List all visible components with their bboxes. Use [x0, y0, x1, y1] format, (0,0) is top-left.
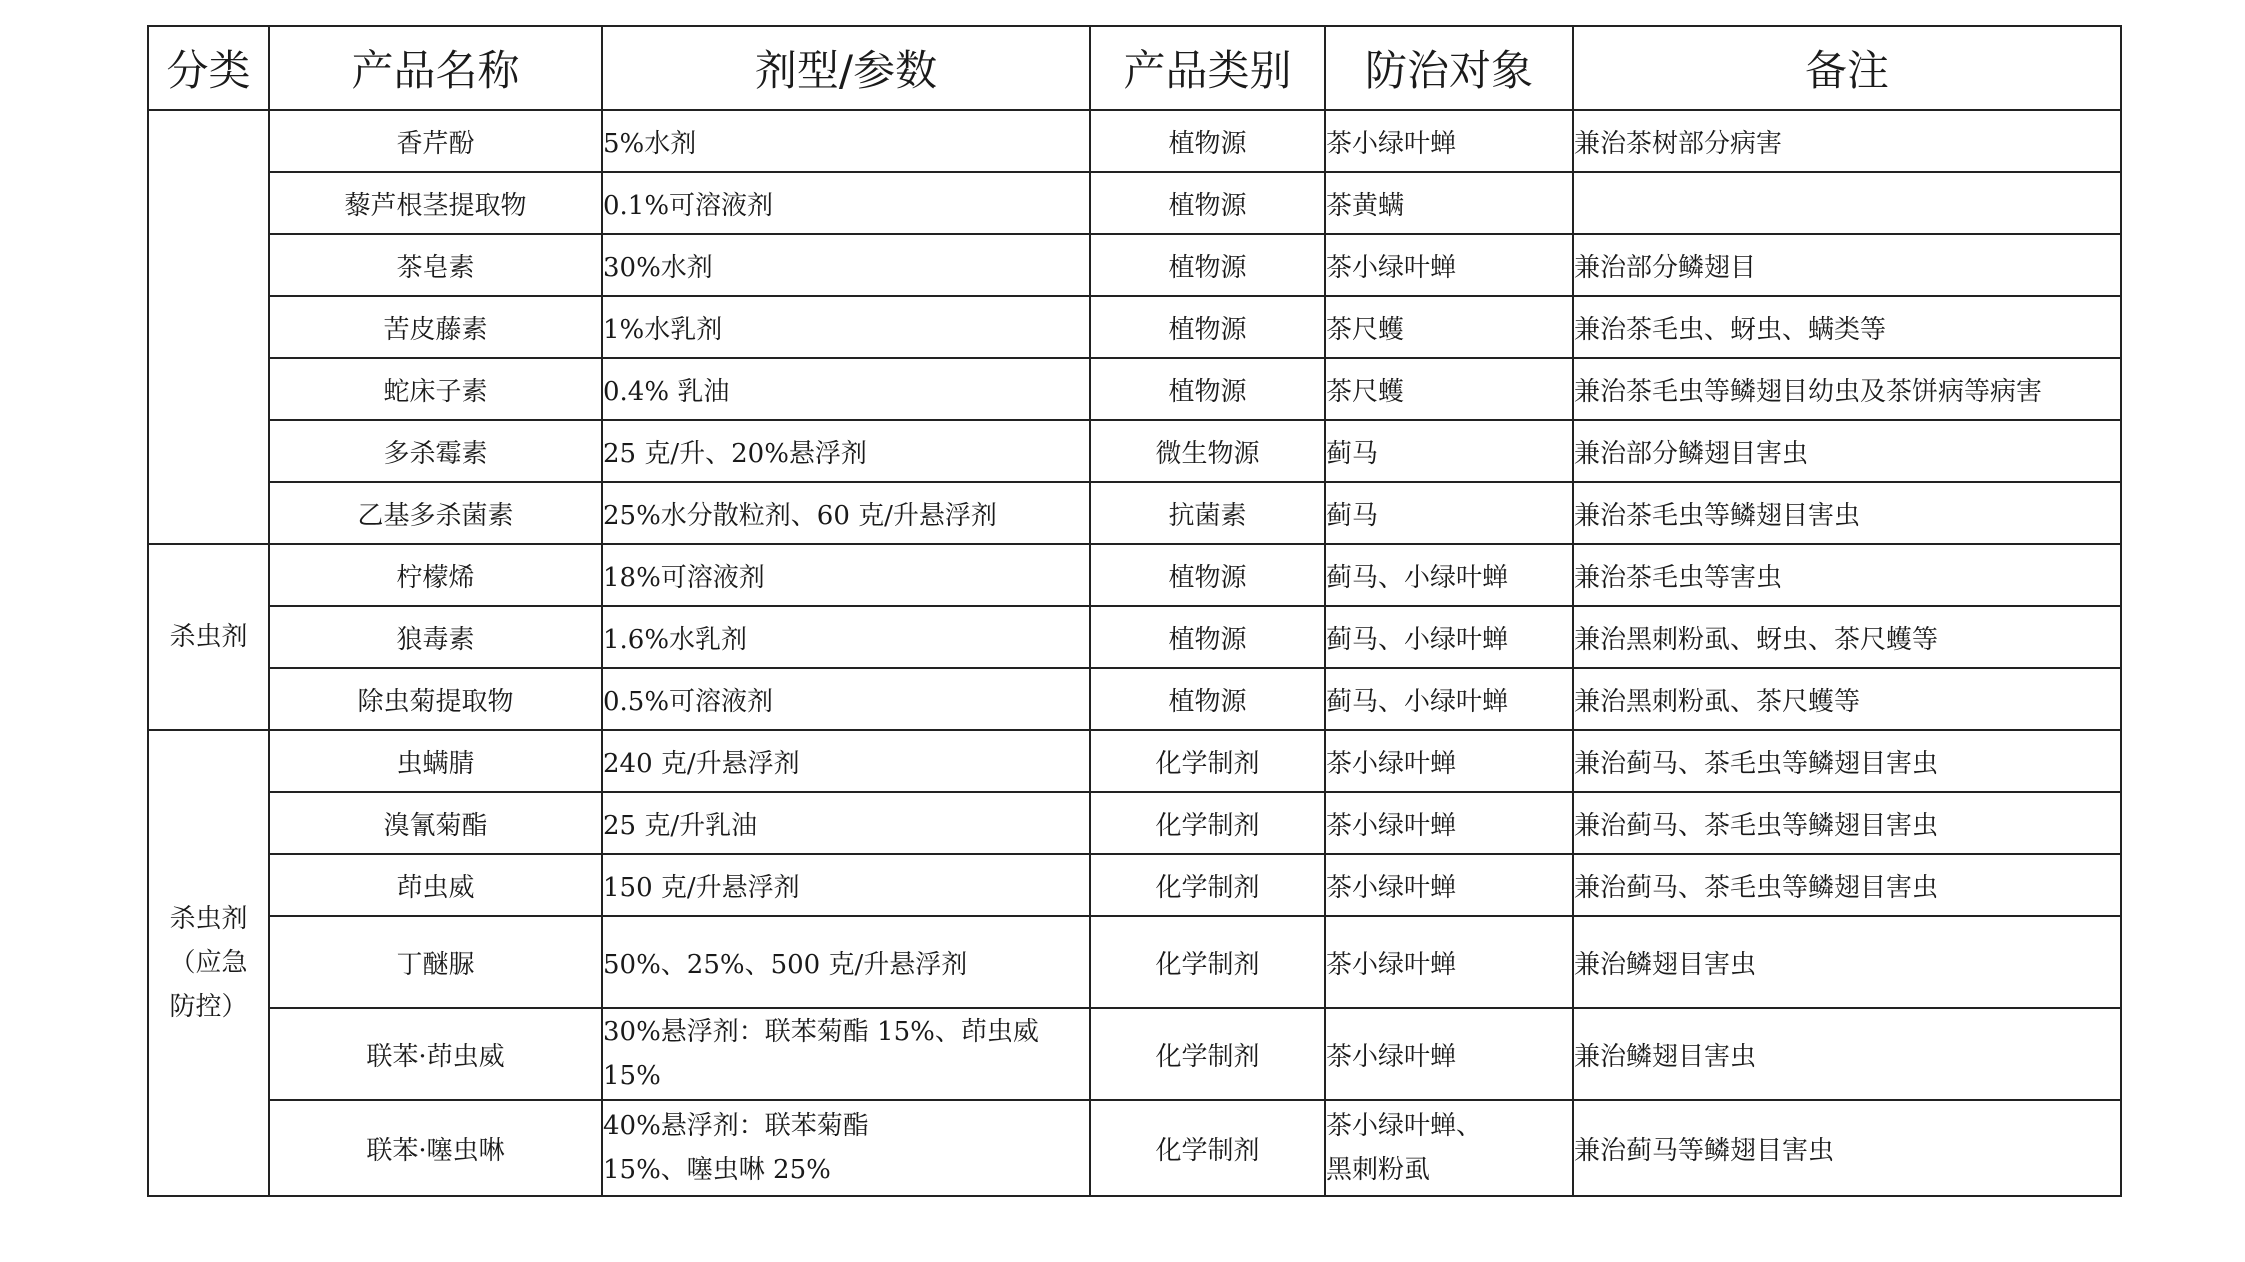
product-name: 柠檬烯 [269, 544, 602, 606]
product-name: 虫螨腈 [269, 730, 602, 792]
target-pest: 茶小绿叶蝉 [1325, 792, 1573, 854]
header-product-name: 产品名称 [269, 26, 602, 110]
target-pest: 茶黄螨 [1325, 172, 1573, 234]
remark: 兼治茶毛虫等鳞翅目幼虫及茶饼病等病害 [1573, 358, 2121, 420]
target-pest: 蓟马、小绿叶蝉 [1325, 606, 1573, 668]
category-cell-2 [148, 544, 269, 730]
target-pest: 茶小绿叶蝉 [1325, 730, 1573, 792]
product-name: 乙基多杀菌素 [269, 482, 602, 544]
formulation: 25 克/升、20%悬浮剂 [602, 420, 1090, 482]
category-cell-1 [148, 110, 269, 544]
target-pest: 蓟马 [1325, 482, 1573, 544]
table-row [148, 172, 2121, 234]
product-type: 化学制剂 [1090, 730, 1325, 792]
table-row [148, 296, 2121, 358]
table-row [148, 606, 2121, 668]
product-name: 丁醚脲 [269, 916, 602, 1008]
product-type: 化学制剂 [1090, 1008, 1325, 1100]
target-pest-line: 黑刺粉虱 [1326, 1155, 1431, 1185]
pesticide-table [147, 25, 2122, 1197]
product-type: 抗菌素 [1090, 482, 1325, 544]
product-type: 化学制剂 [1090, 854, 1325, 916]
target-pest: 茶小绿叶蝉 [1325, 916, 1573, 1008]
product-name: 联苯·茚虫威 [269, 1008, 602, 1100]
remark: 兼治黑刺粉虱、茶尺蠖等 [1573, 668, 2121, 730]
product-type: 植物源 [1090, 668, 1325, 730]
product-name: 联苯·噻虫啉 [269, 1100, 602, 1196]
product-type: 微生物源 [1090, 420, 1325, 482]
category-cell-3 [148, 730, 269, 1196]
target-pest: 茶尺蠖 [1325, 296, 1573, 358]
header-formulation: 剂型/参数 [602, 26, 1090, 110]
product-name: 藜芦根茎提取物 [269, 172, 602, 234]
formulation [602, 1008, 1090, 1100]
formulation: 1.6%水乳剂 [602, 606, 1090, 668]
formulation: 25%水分散粒剂、60 克/升悬浮剂 [602, 482, 1090, 544]
category-label-line: 防控） [169, 992, 248, 1022]
product-type: 植物源 [1090, 544, 1325, 606]
table-row [148, 792, 2121, 854]
product-type: 植物源 [1090, 234, 1325, 296]
header-product-type: 产品类别 [1090, 26, 1325, 110]
target-pest: 茶尺蠖 [1325, 358, 1573, 420]
remark: 兼治蓟马、茶毛虫等鳞翅目害虫 [1573, 854, 2121, 916]
table-row [148, 234, 2121, 296]
remark: 兼治蓟马、茶毛虫等鳞翅目害虫 [1573, 730, 2121, 792]
target-pest: 茶小绿叶蝉 [1325, 234, 1573, 296]
product-name: 除虫菊提取物 [269, 668, 602, 730]
product-name: 多杀霉素 [269, 420, 602, 482]
formulation: 18%可溶液剂 [602, 544, 1090, 606]
product-name: 香芹酚 [269, 110, 602, 172]
remark: 兼治茶树部分病害 [1573, 110, 2121, 172]
remark: 兼治蓟马等鳞翅目害虫 [1573, 1100, 2121, 1196]
product-name: 狼毒素 [269, 606, 602, 668]
formulation: 50%、25%、500 克/升悬浮剂 [602, 916, 1090, 1008]
category-label: 杀虫剂 [169, 622, 248, 652]
table-row [148, 482, 2121, 544]
remark [1573, 172, 2121, 234]
formulation-line: 15%、噻虫啉 25% [603, 1155, 831, 1185]
formulation-line: 40%悬浮剂：联苯菊酯 [603, 1111, 869, 1141]
target-pest-line: 茶小绿叶蝉、 [1326, 1111, 1483, 1141]
formulation: 25 克/升乳油 [602, 792, 1090, 854]
remark: 兼治茶毛虫等鳞翅目害虫 [1573, 482, 2121, 544]
remark: 兼治鳞翅目害虫 [1573, 1008, 2121, 1100]
target-pest: 蓟马、小绿叶蝉 [1325, 544, 1573, 606]
product-name: 苦皮藤素 [269, 296, 602, 358]
formulation [602, 1100, 1090, 1196]
table-row [148, 1008, 2121, 1100]
table-row [148, 854, 2121, 916]
table-row [148, 1100, 2121, 1196]
header-target-pest: 防治对象 [1325, 26, 1573, 110]
target-pest: 蓟马、小绿叶蝉 [1325, 668, 1573, 730]
target-pest: 茶小绿叶蝉 [1325, 854, 1573, 916]
product-type: 植物源 [1090, 358, 1325, 420]
formulation: 0.5%可溶液剂 [602, 668, 1090, 730]
formulation: 0.1%可溶液剂 [602, 172, 1090, 234]
product-name: 蛇床子素 [269, 358, 602, 420]
remark: 兼治部分鳞翅目害虫 [1573, 420, 2121, 482]
remark: 兼治部分鳞翅目 [1573, 234, 2121, 296]
formulation: 30%水剂 [602, 234, 1090, 296]
header-remarks: 备注 [1573, 26, 2121, 110]
remark: 兼治茶毛虫等害虫 [1573, 544, 2121, 606]
product-type: 植物源 [1090, 296, 1325, 358]
table-row [148, 110, 2121, 172]
product-type: 化学制剂 [1090, 1100, 1325, 1196]
header-row [148, 26, 2121, 110]
table-row [148, 358, 2121, 420]
formulation-line: 30%悬浮剂：联苯菊酯 15%、茚虫威 [603, 1017, 1039, 1047]
product-type: 植物源 [1090, 110, 1325, 172]
table-row [148, 420, 2121, 482]
product-name: 溴氰菊酯 [269, 792, 602, 854]
target-pest [1325, 1100, 1573, 1196]
formulation: 240 克/升悬浮剂 [602, 730, 1090, 792]
product-type: 化学制剂 [1090, 916, 1325, 1008]
product-type: 化学制剂 [1090, 792, 1325, 854]
formulation: 0.4% 乳油 [602, 358, 1090, 420]
table-row [148, 730, 2121, 792]
formulation: 5%水剂 [602, 110, 1090, 172]
product-name: 茶皂素 [269, 234, 602, 296]
target-pest: 茶小绿叶蝉 [1325, 1008, 1573, 1100]
category-label-line: 杀虫剂 [169, 904, 248, 934]
product-type: 植物源 [1090, 606, 1325, 668]
product-type: 植物源 [1090, 172, 1325, 234]
product-name: 茚虫威 [269, 854, 602, 916]
remark: 兼治茶毛虫、蚜虫、螨类等 [1573, 296, 2121, 358]
formulation: 1%水乳剂 [602, 296, 1090, 358]
table-row [148, 668, 2121, 730]
remark: 兼治鳞翅目害虫 [1573, 916, 2121, 1008]
remark: 兼治蓟马、茶毛虫等鳞翅目害虫 [1573, 792, 2121, 854]
table-row [148, 544, 2121, 606]
formulation: 150 克/升悬浮剂 [602, 854, 1090, 916]
table-row [148, 916, 2121, 1008]
category-label-line: （应急 [169, 948, 248, 978]
header-category: 分类 [148, 26, 269, 110]
target-pest: 茶小绿叶蝉 [1325, 110, 1573, 172]
target-pest: 蓟马 [1325, 420, 1573, 482]
formulation-line: 15% [603, 1061, 661, 1091]
remark: 兼治黑刺粉虱、蚜虫、茶尺蠖等 [1573, 606, 2121, 668]
